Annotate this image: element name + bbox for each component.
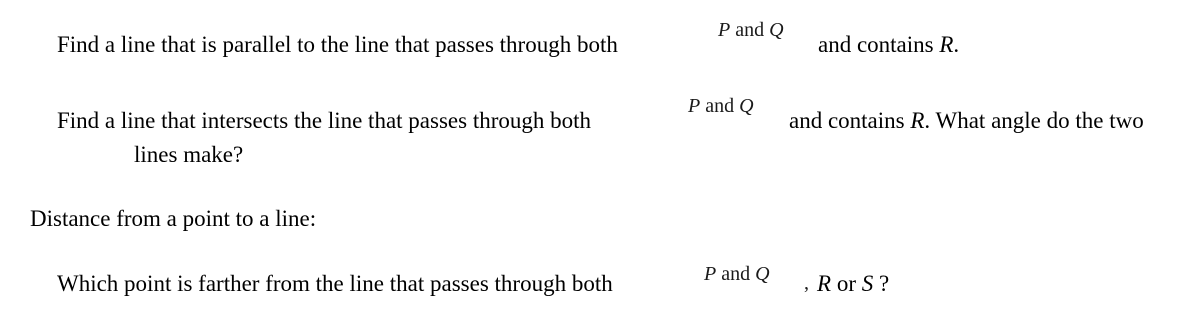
point-r-label: R: [939, 32, 954, 57]
question-1-inline-math: [718, 19, 784, 41]
question-3-tail: [817, 270, 889, 298]
question-2-tail: [789, 107, 1144, 135]
and-connector: and: [735, 19, 765, 41]
question-3-text: Which point is farther from the line that passes through both: [57, 271, 613, 296]
question-mark: ?: [873, 271, 890, 296]
point-p-label: P: [688, 95, 701, 117]
question-1-tail-prefix: and contains: [818, 32, 940, 57]
and-connector: and: [721, 263, 751, 285]
point-r-option: R: [817, 271, 832, 296]
question-2-continuation: lines make?: [134, 142, 244, 167]
point-r-label: R: [910, 108, 925, 133]
question-2-tail-suffix: . What angle do the two: [924, 108, 1144, 133]
section-heading: Distance from a point to a line:: [30, 206, 317, 231]
point-q-label: Q: [755, 263, 770, 285]
point-p-label: P: [718, 19, 731, 41]
question-2-inline-math: [688, 95, 754, 117]
point-p-label: P: [704, 263, 717, 285]
question-2-tail-prefix: and contains: [789, 108, 911, 133]
question-1-text: Find a line that is parallel to the line that passes through both: [57, 32, 618, 57]
question-3-comma: ,: [804, 272, 809, 294]
question-2-text: Find a line that intersects the line that passes through both: [57, 108, 592, 133]
and-connector: and: [705, 95, 735, 117]
or-word: or: [831, 271, 862, 296]
question-3-inline-math: [704, 263, 770, 285]
point-q-label: Q: [739, 95, 754, 117]
question-1-tail: [818, 31, 959, 59]
point-s-option: S: [861, 271, 874, 296]
question-1-tail-suffix: .: [953, 32, 960, 57]
point-q-label: Q: [769, 19, 784, 41]
